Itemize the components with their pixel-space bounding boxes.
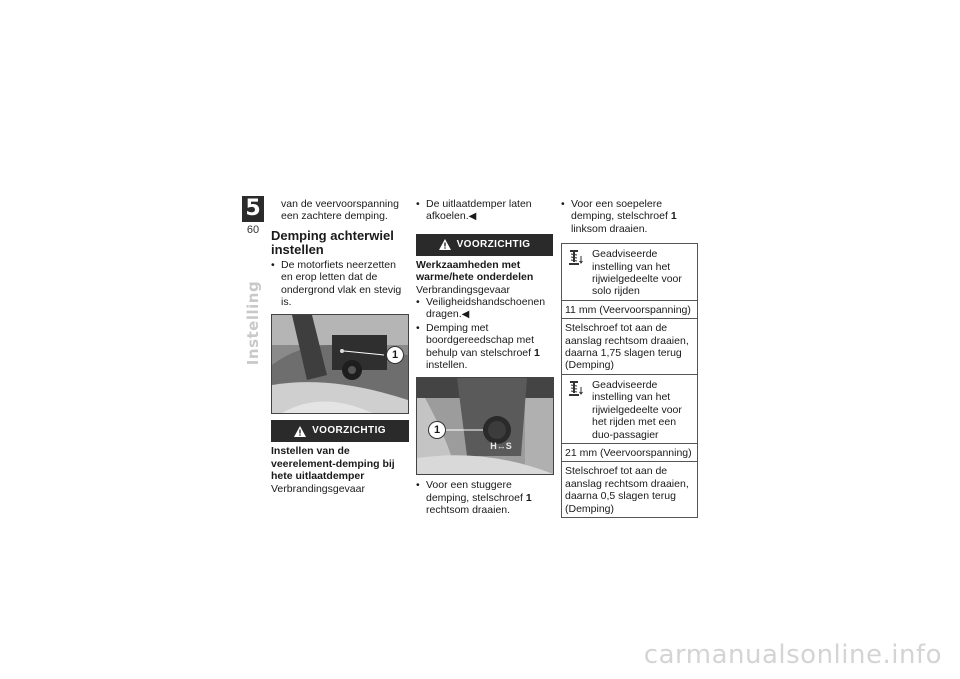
rear-suspension-photo [271, 314, 409, 414]
bullet-list [416, 479, 553, 516]
list-item [416, 296, 553, 322]
list-item-text: linksom draaien. [571, 222, 648, 235]
table-row: Stelschroef tot aan de aanslag rechtsom draaien, daarna 0,5 slagen terug (Demping) [565, 465, 689, 515]
warning-triangle-icon [439, 239, 451, 250]
intro-text: van de veervoorspanning een zachtere demping. [281, 198, 399, 223]
callout-1: 1 [428, 421, 446, 439]
table-row: 21 mm (Veervoorspanning) [562, 444, 697, 462]
watermark-text: carmanualsonline.info [643, 640, 942, 670]
table-header-text: Geadviseerde instelling van het rijwielgedeelte voor het rijden met een duo-passagier [592, 378, 682, 441]
chapter-title: Instelling [244, 280, 262, 366]
adjuster-screw-photo [416, 377, 554, 475]
callout-1: 1 [386, 346, 404, 364]
end-mark-icon: ◀ [468, 211, 477, 223]
list-item-text: Demping met boordgereedschap met behulp van stelschroef [426, 321, 534, 359]
warning-label: VOORZICHTIG [312, 425, 386, 437]
end-mark-icon: ◀ [461, 309, 470, 321]
column-3 [561, 198, 698, 518]
settings-table-solo [561, 243, 698, 375]
warning-banner [271, 420, 409, 442]
settings-table-duo [561, 375, 698, 518]
chapter-title-vertical [238, 248, 268, 398]
bullet-list [416, 198, 553, 224]
knob-label: H↔S [490, 441, 512, 452]
chapter-number: 5 [242, 196, 264, 222]
warning-banner [416, 234, 553, 256]
warning-text: Verbrandingsgevaar [416, 283, 510, 296]
table-header [562, 244, 697, 301]
bullet-list [416, 296, 553, 371]
bullet-list [271, 259, 409, 309]
table-header-text: Geadviseerde instelling van het rijwielgedeelte voor solo rijden [592, 248, 682, 298]
column-2 [416, 198, 553, 517]
warning-label: VOORZICHTIG [456, 238, 531, 250]
bullet-list [561, 198, 698, 235]
reference-number: 1 [534, 346, 540, 359]
list-item: • De motorfiets neerzetten en erop letten dat de ondergrond vlak en stevig is. [271, 259, 409, 309]
suspension-setting-icon [568, 250, 584, 268]
warning-triangle-icon [294, 426, 306, 437]
column-1 [271, 198, 409, 495]
list-item [416, 198, 553, 224]
list-item-text: rechtsom draaien. [426, 504, 511, 517]
list-item-text: Veiligheidshandschoenen dragen. [426, 296, 546, 321]
photo-illustration-1 [272, 315, 408, 413]
list-item [561, 198, 698, 235]
reference-number: 1 [670, 210, 677, 223]
list-item-text: Voor een stuggere demping, stelschroef [426, 479, 523, 504]
table-row: Stelschroef tot aan de aanslag rechtsom draaien, daarna 1,75 slagen terug (Demping) [565, 322, 689, 372]
list-item-text: instellen. [426, 359, 468, 372]
list-item [416, 322, 553, 372]
warning-title: Werkzaamheden met warme/hete onderdelen [416, 258, 534, 284]
suspension-setting-icon [568, 381, 584, 399]
section-heading: Demping achterwiel instellen [271, 227, 394, 257]
list-item-text: Voor een soepelere demping, stelschroef [571, 198, 668, 223]
reference-number: 1 [525, 491, 532, 504]
table-row: 11 mm (Veervoorspanning) [562, 301, 697, 319]
list-item-text: De uitlaatdemper laten afkoelen. [426, 198, 532, 223]
page-number: 60 [246, 224, 260, 236]
warning-text: Verbrandingsgevaar [271, 482, 365, 495]
table-header [562, 375, 697, 444]
list-item [416, 479, 553, 516]
warning-title: Instellen van de veerelement-demping bij hete uitlaatdemper [271, 445, 395, 483]
